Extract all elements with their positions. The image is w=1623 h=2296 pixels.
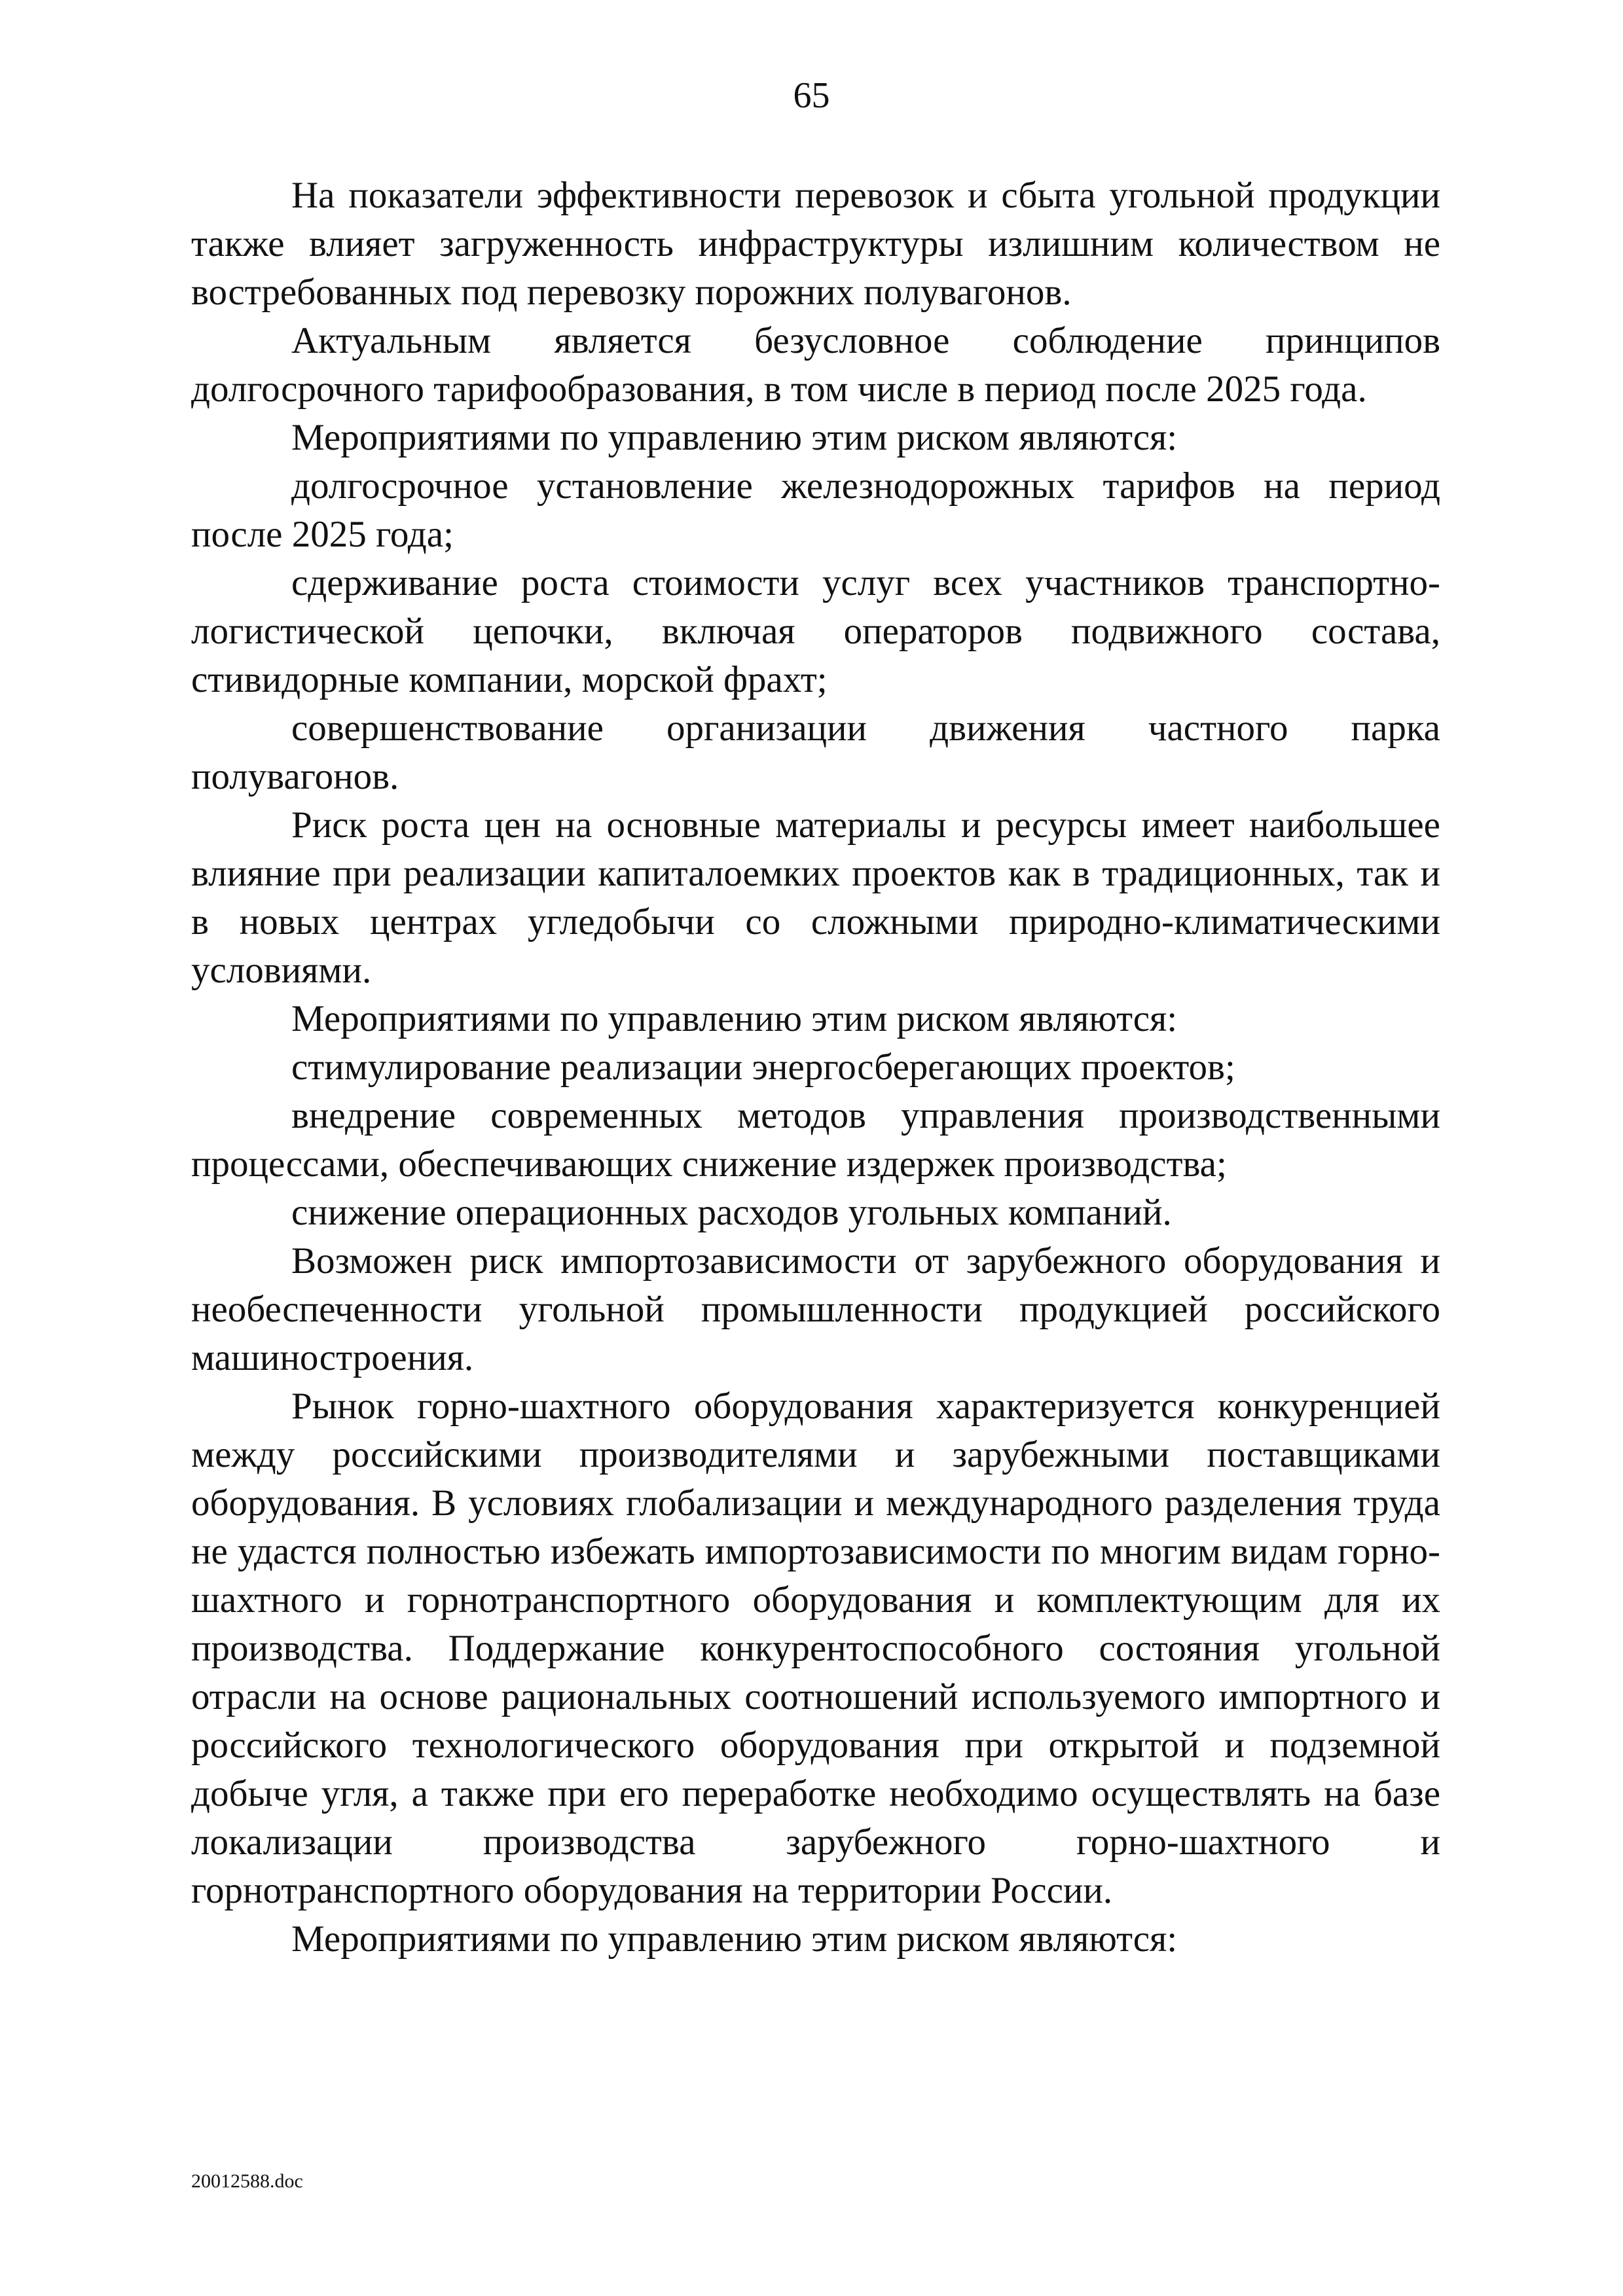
page-number: 65 [793, 75, 830, 116]
footer-filename: 20012588.doc [191, 2170, 303, 2192]
paragraph: Мероприятиями по управлению этим риском являются: [291, 1918, 1178, 1960]
paragraph: Возможен риск импортозависимости от зарубежного оборудования и необеспеченности угольной промышленности продукцией российского машиностроения. [191, 1240, 1440, 1378]
list-item: долгосрочное установление железнодорожных тарифов на период после 2025 года; [191, 465, 1440, 555]
paragraph: На показатели эффективности перевозок и сбыта угольной продукции также влияет загруженность инфраструктуры излишним количеством не востребованных под перевозку порожних полувагонов. [191, 175, 1440, 313]
paragraph: Актуальным является безусловное соблюдение принципов долгосрочного тарифообразования, в том числе в период после 2025 года. [191, 320, 1440, 410]
list-item: совершенствование организации движения частного парка полувагонов. [191, 708, 1440, 797]
paragraph: Мероприятиями по управлению этим риском являются: [291, 998, 1178, 1039]
document-body [191, 171, 1440, 1964]
paragraph: Рынок горно-шахтного оборудования характеризуется конкуренцией между российскими производителями и зарубежными поставщиками оборудования. В условиях глобализации и международного разделения труда не удастся полностью избежать импортозависимости по многим видам горно-шахтного и горнотранспортного оборудования и комплектующим для их производства. Поддержание конкурентоспособного состояния угольной отрасли на основе рациональных соотношений используемого импортного и российского технологического оборудования при открытой и подземной добыче угля, а также при его переработке необходимо осуществлять на базе локализации производства зарубежного горно-шахтного и горнотранспортного оборудования на территории России. [191, 1386, 1440, 1911]
paragraph: Риск роста цен на основные материалы и ресурсы имеет наибольшее влияние при реализации капиталоемких проектов как в традиционных, так и в новых центрах угледобычи со сложными природно-климатическими условиями. [191, 804, 1440, 991]
list-item: внедрение современных методов управления производственными процессами, обеспечивающих снижение издержек производства; [191, 1095, 1440, 1185]
list-item: стимулирование реализации энергосберегающих проектов; [291, 1047, 1235, 1088]
paragraph: Мероприятиями по управлению этим риском являются: [291, 417, 1178, 458]
list-item: снижение операционных расходов угольных компаний. [291, 1192, 1172, 1233]
list-item: сдерживание роста стоимости услуг всех участников транспортно-логистической цепочки, включая операторов подвижного состава, стивидорные компании, морской фрахт; [191, 562, 1440, 700]
